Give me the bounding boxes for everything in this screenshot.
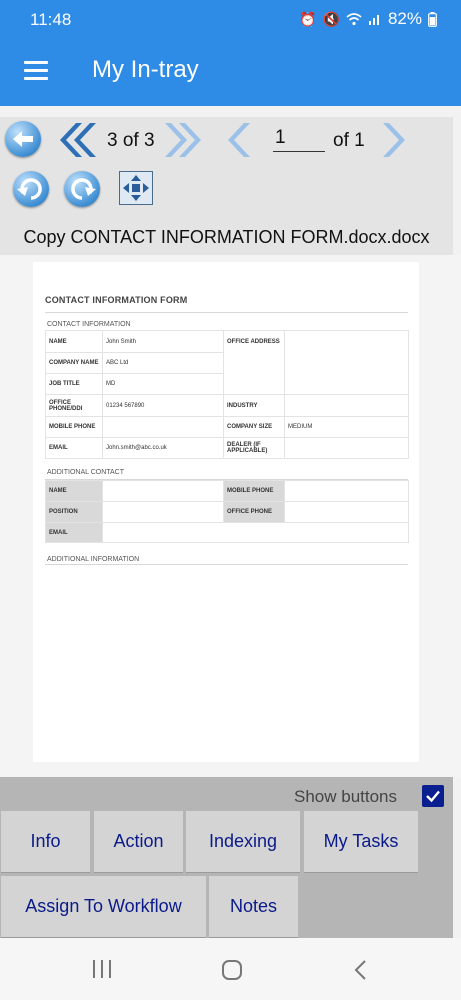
mute-icon: 🔇	[322, 10, 340, 27]
status-time: 11:48	[30, 10, 72, 29]
contact-information-table	[45, 330, 409, 459]
document-page	[33, 262, 419, 762]
document-file-name: Copy CONTACT INFORMATION FORM.docx.docx	[23, 227, 430, 247]
value-dealer	[285, 438, 409, 459]
prev-page-icon[interactable]	[222, 120, 252, 160]
label-position: POSITION	[46, 502, 103, 523]
signal-icon	[368, 12, 382, 26]
label-company-size: COMPANY SIZE	[224, 417, 285, 438]
info-button[interactable]: Info	[1, 811, 90, 872]
form-title: CONTACT INFORMATION FORM	[45, 295, 188, 305]
divider	[45, 312, 408, 313]
system-navigation-bar	[0, 938, 461, 1000]
section-contact-information: CONTACT INFORMATION	[47, 321, 131, 328]
value-additional-mobile-phone	[285, 481, 409, 502]
label-industry: INDUSTRY	[224, 395, 285, 417]
action-button[interactable]: Action	[94, 811, 183, 872]
value-additional-office-phone	[285, 502, 409, 523]
section-additional-contact: ADDITIONAL CONTACT	[47, 469, 125, 476]
label-dealer: DEALER (IF APPLICABLE)	[224, 438, 285, 459]
indexing-button[interactable]: Indexing	[186, 811, 300, 872]
additional-contact-table	[45, 480, 409, 543]
check-icon	[424, 787, 442, 805]
label-mobile-phone: MOBILE PHONE	[46, 417, 103, 438]
viewer-toolbar	[0, 117, 453, 255]
first-page-icon[interactable]	[56, 120, 98, 160]
next-page-icon[interactable]	[381, 120, 411, 160]
page-number-input[interactable]	[273, 125, 325, 152]
value-company-size: MEDIUM	[285, 417, 409, 438]
page-total-label: of 1	[333, 130, 365, 151]
value-name: John Smith	[103, 331, 224, 353]
rotate-right-icon[interactable]	[64, 171, 100, 207]
value-additional-email	[103, 523, 409, 543]
battery-percent: 82%	[387, 9, 422, 28]
rotate-left-icon[interactable]	[13, 171, 49, 207]
value-job-title: MD	[103, 374, 224, 395]
value-email: John.smith@abc.co.uk	[103, 438, 224, 459]
label-office-phone: OFFICE PHONE/DDI	[46, 395, 103, 417]
value-position	[103, 502, 224, 523]
status-icons	[299, 9, 437, 29]
show-buttons-label: Show buttons	[294, 787, 398, 806]
notes-button[interactable]: Notes	[209, 876, 298, 937]
value-office-phone: 01234 567890	[103, 395, 224, 417]
back-icon[interactable]	[5, 121, 41, 157]
section-additional-information: ADDITIONAL INFORMATION	[47, 556, 140, 563]
show-buttons-checkbox[interactable]	[422, 785, 444, 807]
app-bar	[0, 36, 461, 106]
assign-to-workflow-button[interactable]: Assign To Workflow	[1, 876, 206, 937]
label-office-address: OFFICE ADDRESS	[224, 331, 285, 395]
alarm-icon: ⏰	[299, 10, 317, 27]
home-icon[interactable]	[221, 959, 243, 981]
document-viewer[interactable]	[0, 255, 461, 777]
label-additional-email: EMAIL	[46, 523, 103, 543]
wifi-icon	[346, 12, 362, 26]
action-panel	[0, 777, 453, 938]
last-page-icon[interactable]	[163, 120, 205, 160]
label-email: EMAIL	[46, 438, 103, 459]
value-additional-name	[103, 481, 224, 502]
value-industry	[285, 395, 409, 417]
menu-icon[interactable]	[24, 61, 48, 81]
label-company-name: COMPANY NAME	[46, 353, 103, 374]
document-count: 3 of 3	[107, 130, 155, 151]
label-additional-mobile-phone: MOBILE PHONE	[224, 481, 285, 502]
my-tasks-button[interactable]: My Tasks	[304, 811, 418, 872]
value-office-address	[285, 331, 409, 395]
status-bar	[0, 0, 461, 36]
fit-page-icon[interactable]	[119, 171, 153, 205]
value-company-name: ABC Ltd	[103, 353, 224, 374]
divider	[45, 564, 408, 565]
battery-icon	[428, 12, 437, 27]
label-job-title: JOB TITLE	[46, 374, 103, 395]
label-additional-office-phone: OFFICE PHONE	[224, 502, 285, 523]
recents-icon[interactable]	[91, 959, 113, 979]
value-mobile-phone	[103, 417, 224, 438]
label-name: NAME	[46, 331, 103, 353]
back-nav-icon[interactable]	[353, 959, 369, 981]
app-title: My In-tray	[92, 56, 199, 83]
label-additional-name: NAME	[46, 481, 103, 502]
